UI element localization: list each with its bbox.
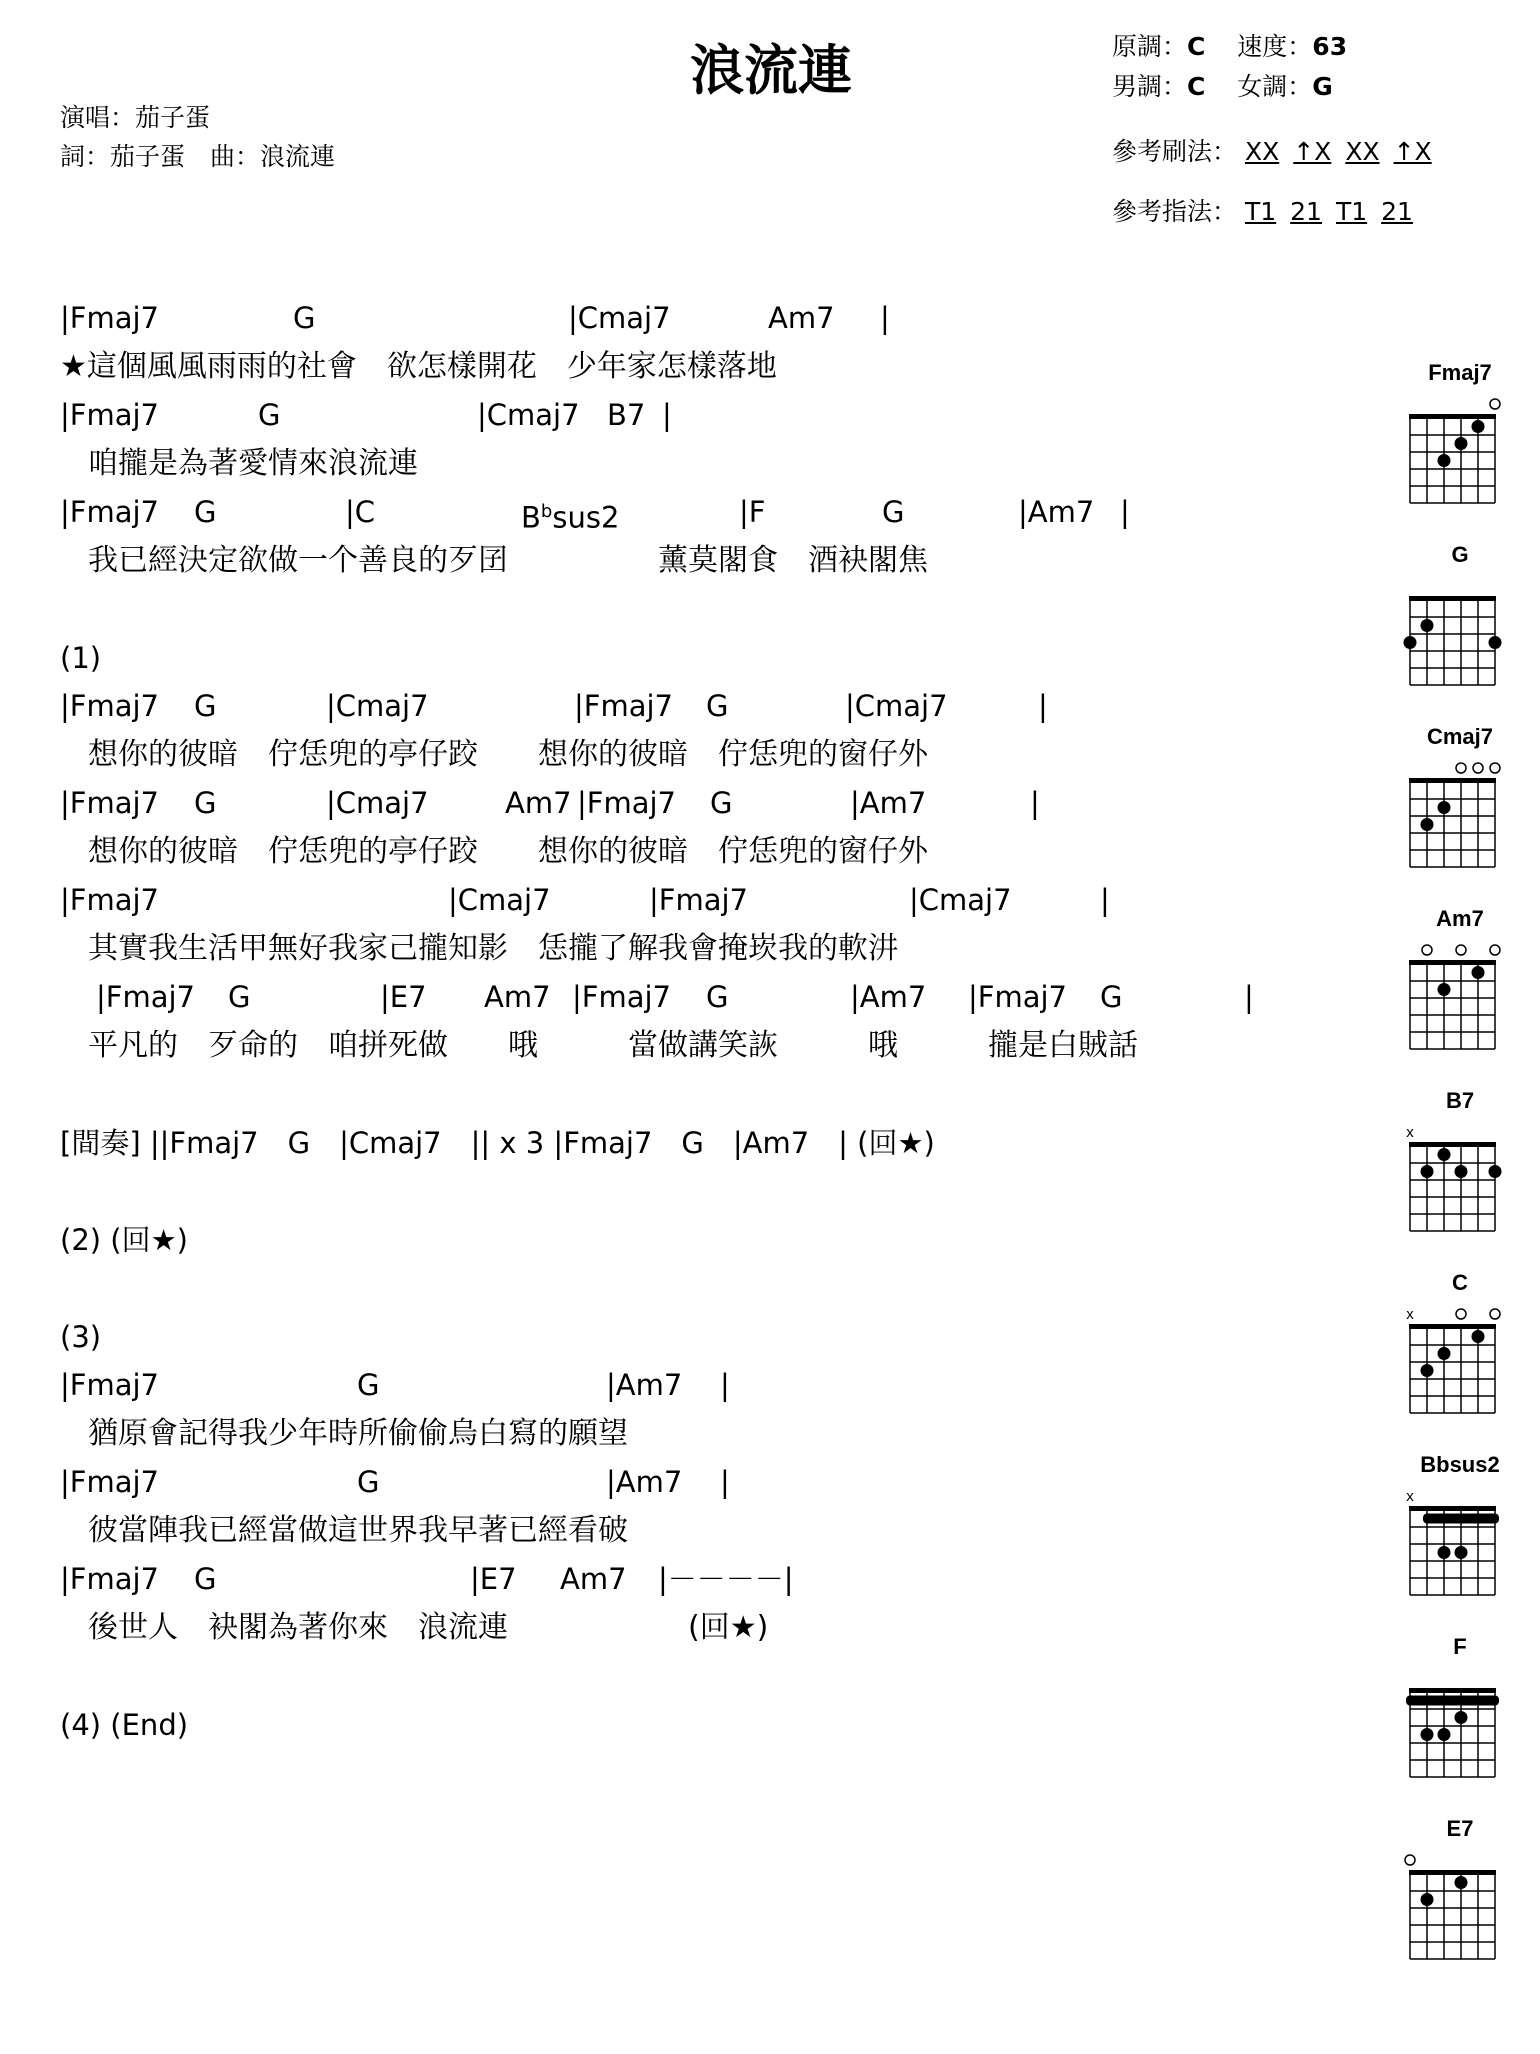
finger-dot (1455, 1165, 1468, 1178)
chord-symbol: |Cmaj7 (326, 786, 429, 820)
finger-dot (1438, 454, 1451, 467)
finger-label: 參考指法： (1112, 197, 1238, 226)
finger-dot (1455, 1546, 1468, 1559)
finger-dot (1438, 1347, 1451, 1360)
chord-symbol: |Am7 (850, 980, 927, 1014)
finger-dot (1455, 437, 1468, 450)
finger-dot (1438, 1148, 1451, 1161)
lyric-line: 想你的彼暗 佇恁兜的亭仔跤 想你的彼暗 佇恁兜的窗仔外 (88, 736, 928, 772)
chord-symbol: |Fmaj7 (577, 786, 676, 820)
fretboard-grid (1390, 1478, 1530, 1608)
chord-diagram (1390, 1270, 1530, 1430)
section-marker: (2) (回★) (60, 1222, 188, 1257)
chord-symbol: G (194, 495, 217, 529)
nut (1409, 1324, 1496, 1329)
fretboard-grid (1390, 1660, 1530, 1790)
chord-symbol: G (882, 495, 905, 529)
finger-dot (1489, 636, 1502, 649)
chord-diagram-name: C (1452, 1270, 1468, 1295)
chord-diagram (1390, 1634, 1530, 1794)
chord-diagram (1390, 1816, 1530, 1976)
fretboard-grid (1390, 1296, 1530, 1426)
nut (1409, 1506, 1496, 1511)
chord-symbol: |Cmaj7 (326, 689, 429, 723)
chord-symbol: Am7 (560, 1562, 627, 1596)
section-marker: (3) (60, 1319, 102, 1354)
chord-symbol: | (1038, 689, 1048, 723)
chord-symbol: G (706, 980, 729, 1014)
chord-symbol: |Fmaj7 (60, 495, 159, 529)
open-string-marker (1473, 763, 1483, 773)
chord-symbol: G (194, 689, 217, 723)
chord-symbol: |Fmaj7 (60, 1465, 159, 1499)
strum-step: XX (1345, 137, 1380, 166)
finger-dot (1455, 1876, 1468, 1889)
finger-dot (1438, 1546, 1451, 1559)
open-string-marker (1456, 945, 1466, 955)
strum-step: ↑X (1393, 137, 1432, 166)
chord-symbol: |Fmaj7 (60, 786, 159, 820)
chord-symbol: |Am7 (850, 786, 927, 820)
chord-symbol: |Cmaj7 (448, 883, 551, 917)
chord-symbol: | (1120, 495, 1130, 529)
fretboard-grid (1390, 1114, 1530, 1244)
open-string-marker (1422, 945, 1432, 955)
chord-diagram-name: B7 (1445, 1088, 1475, 1113)
credits: 詞：茄子蛋 曲：浪流連 (60, 142, 336, 171)
lyric-line: 彼當陣我已經當做這世界我早著已經看破 (88, 1512, 628, 1548)
nut (1409, 1688, 1496, 1693)
finger-dot (1421, 1893, 1434, 1906)
strum-step: ↑X (1293, 137, 1332, 166)
nut (1409, 596, 1496, 601)
finger-step: T1 (1335, 197, 1368, 226)
chord-diagram-name: Fmaj7 (1428, 360, 1492, 385)
chord-diagram-name: Am7 (1436, 906, 1484, 931)
chord-symbol: |E7 (470, 1562, 517, 1596)
chord-diagram-name: Cmaj7 (1426, 724, 1494, 749)
lyric-line: 其實我生活甲無好我家己攏知影 恁攏了解我會掩崁我的軟汫 (88, 930, 898, 966)
chord-symbol: G (357, 1465, 380, 1499)
chord-symbol: | (662, 398, 672, 432)
lyric-line: 想你的彼暗 佇恁兜的亭仔跤 想你的彼暗 佇恁兜的窗仔外 (88, 833, 928, 869)
chord-symbol: |Am7 (1018, 495, 1095, 529)
section-marker: (1) (60, 640, 102, 675)
chord-symbol: | (880, 301, 890, 335)
open-string-marker (1456, 763, 1466, 773)
chord-diagram (1390, 724, 1530, 884)
chord-symbol: G (706, 689, 729, 723)
lyric-line: 猶原會記得我少年時所偷偷烏白寫的願望 (88, 1415, 628, 1451)
chord-diagram (1390, 906, 1530, 1066)
chord-symbol: | (1030, 786, 1040, 820)
male-key-label: 男調： (1112, 72, 1188, 101)
male-key: C (1187, 72, 1206, 101)
chord-symbol: |Fmaj7 (60, 301, 159, 335)
chord-symbol: |Fmaj7 (574, 689, 673, 723)
chord-diagram (1390, 1452, 1530, 1612)
strum-step: XX (1244, 137, 1280, 166)
tempo: 63 (1312, 32, 1348, 61)
finger-dot (1421, 619, 1434, 632)
open-string-marker (1456, 1309, 1466, 1319)
singer: 演唱：茄子蛋 (60, 103, 211, 132)
fretboard-grid (1390, 750, 1530, 880)
chord-diagram-name: F (1453, 1634, 1467, 1659)
chord-symbol: |Cmaj7 (909, 883, 1012, 917)
chord-diagram (1390, 1088, 1530, 1248)
chord-symbol: |Am7 (606, 1368, 683, 1402)
barre (1406, 1696, 1499, 1706)
chord-symbol: |Fmaj7 (60, 398, 159, 432)
finger-dot (1472, 420, 1485, 433)
finger-step: 21 (1381, 197, 1413, 226)
chord-symbol: |Fmaj7 (96, 980, 195, 1014)
nut (1409, 960, 1496, 965)
chord-symbol: |Fmaj7 (60, 689, 159, 723)
fretboard-grid (1390, 568, 1530, 698)
chord-symbol: |Fmaj7 (60, 1562, 159, 1596)
nut (1409, 778, 1496, 783)
chord-symbol: | (720, 1368, 730, 1402)
chord-symbol: |Cmaj7 (845, 689, 948, 723)
chord-symbol: G (194, 786, 217, 820)
finger-step: 21 (1290, 197, 1322, 226)
section-marker: [間奏] ||Fmaj7 G |Cmaj7 || x 3 |Fmaj7 G |Am7 | (回★) (60, 1125, 935, 1160)
chord-symbol: |Cmaj7 (477, 398, 580, 432)
nut (1409, 414, 1496, 419)
chord-symbol: G (228, 980, 251, 1014)
finger-dot (1489, 1165, 1502, 1178)
orig-key-label: 原調： (1112, 32, 1188, 61)
chord-diagram-name: G (1451, 542, 1469, 567)
chord-symbol: G (357, 1368, 380, 1402)
chord-symbol: |Am7 (606, 1465, 683, 1499)
chord-symbol: |E7 (380, 980, 427, 1014)
chord-symbol: |F (739, 495, 766, 529)
chord-symbol: G (710, 786, 733, 820)
finger-dot (1421, 1364, 1434, 1377)
open-string-marker (1490, 763, 1500, 773)
chord-symbol: G (194, 1562, 217, 1596)
chord-symbol: B7 (607, 398, 646, 432)
chord-symbol: |Fmaj7 (968, 980, 1067, 1014)
nut (1409, 1870, 1496, 1875)
orig-key: C (1187, 32, 1206, 61)
chord-diagram (1390, 360, 1530, 520)
barre (1423, 1514, 1499, 1524)
fretboard-grid (1390, 386, 1530, 516)
fretboard-grid (1390, 1842, 1530, 1972)
chord-symbol: |Fmaj7 (649, 883, 748, 917)
lyric-line: 後世人 袂閣為著你來 浪流連 (回★) (88, 1609, 769, 1645)
chord-symbol: |Fmaj7 (572, 980, 671, 1014)
finger-dot (1438, 1728, 1451, 1741)
finger-dot (1421, 818, 1434, 831)
tempo-label: 速度： (1237, 32, 1313, 61)
open-string-marker (1490, 945, 1500, 955)
chord-diagram-name: Bbsus2 (1420, 1452, 1500, 1477)
muted-string-marker: x (1406, 1124, 1414, 1141)
song-title: 浪流連 (690, 39, 852, 102)
chord-symbol: $B^bsus2$ (521, 500, 620, 535)
female-key: G (1312, 72, 1333, 101)
open-string-marker (1405, 1855, 1415, 1865)
strum-label: 參考刷法： (1112, 137, 1238, 166)
chord-symbol: Am7 (484, 980, 551, 1014)
finger-step: T1 (1244, 197, 1277, 226)
chord-symbol: |C (345, 495, 376, 529)
finger-dot (1472, 966, 1485, 979)
chord-symbol: Am7 (768, 301, 835, 335)
finger-dot (1455, 1711, 1468, 1724)
chord-symbol: G (1100, 980, 1123, 1014)
chord-diagram (1390, 542, 1530, 702)
chord-symbol: |Fmaj7 (60, 1368, 159, 1402)
muted-string-marker: x (1406, 1306, 1414, 1323)
lyric-line: 平凡的 歹命的 咱拼死做 哦 當做講笑詼 哦 攏是白賊話 (88, 1027, 1138, 1063)
open-string-marker (1490, 1309, 1500, 1319)
nut (1409, 1142, 1496, 1147)
lyric-line: 我已經決定欲做一个善良的歹囝 薰莫閣食 酒袂閣焦 (88, 542, 928, 578)
chord-symbol: |Fmaj7 (60, 883, 159, 917)
female-key-label: 女調： (1237, 72, 1313, 101)
finger-dot (1421, 1728, 1434, 1741)
finger-dot (1472, 1330, 1485, 1343)
chord-symbol: |Cmaj7 (568, 301, 671, 335)
chord-symbol: | (1100, 883, 1110, 917)
section-marker: (4) (End) (60, 1707, 189, 1742)
finger-dot (1438, 983, 1451, 996)
finger-dot (1438, 801, 1451, 814)
finger-dot (1421, 1165, 1434, 1178)
lyric-line: 咱攏是為著愛情來浪流連 (88, 445, 418, 481)
chord-diagram-name: E7 (1446, 1816, 1474, 1841)
muted-string-marker: x (1406, 1488, 1414, 1505)
finger-dot (1404, 636, 1417, 649)
open-string-marker (1490, 399, 1500, 409)
chord-symbol: Am7 (505, 786, 572, 820)
chord-symbol: G (258, 398, 281, 432)
chord-symbol: | (720, 1465, 730, 1499)
chord-symbol: G (293, 301, 316, 335)
lyric-line: ★這個風風雨雨的社會 欲怎樣開花 少年家怎樣落地 (60, 348, 777, 384)
chord-symbol: |－－－－| (658, 1562, 794, 1596)
chord-symbol: | (1244, 980, 1254, 1014)
fretboard-grid (1390, 932, 1530, 1062)
